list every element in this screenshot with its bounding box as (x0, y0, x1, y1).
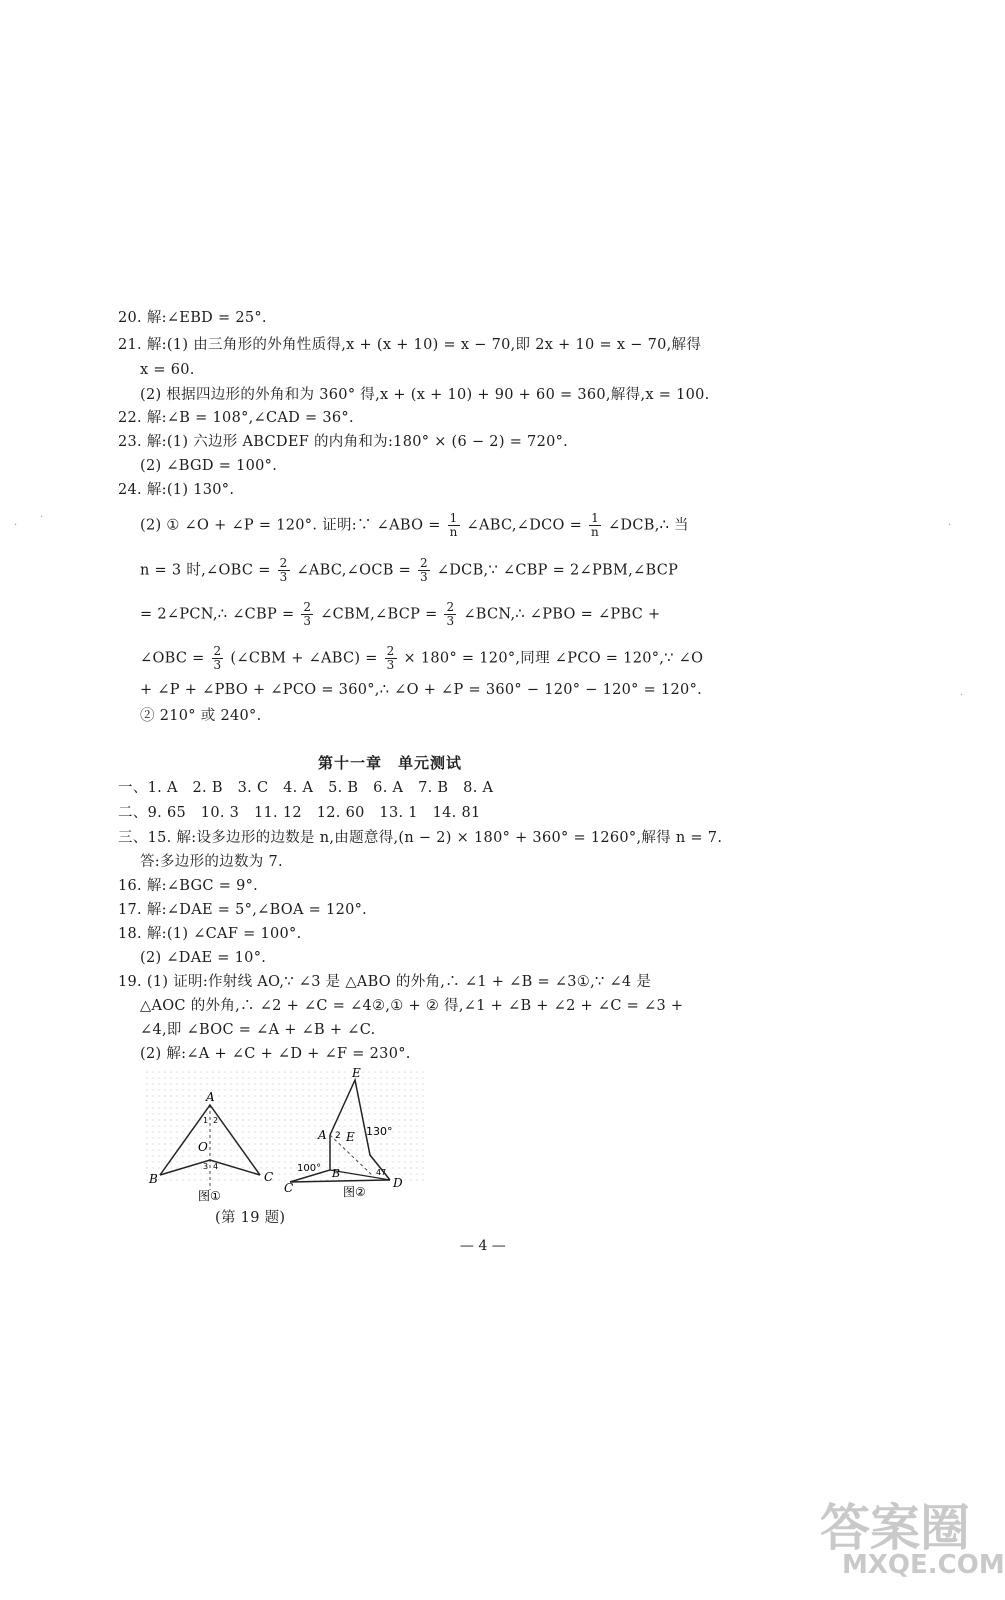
section-1-choices: 一、1. A 2. B 3. C 4. A 5. B 6. A 7. B 8. A (118, 780, 494, 796)
fraction-denominator: n (449, 525, 458, 539)
answer-24-proof-line2 (140, 557, 678, 584)
chapter-heading: 第十一章 单元测试 (318, 754, 463, 772)
scan-speck: · (14, 520, 18, 531)
fraction-numerator: 2 (446, 600, 455, 614)
text-segment: n = 3 时,∠OBC = (140, 562, 271, 579)
text-segment: ∠ABC,∠OCB = (296, 562, 412, 579)
angle-label-2: 2 (213, 1116, 219, 1125)
section-2-blanks: 二、9. 65 10. 3 11. 12 12. 60 13. 1 14. 81 (118, 805, 481, 821)
answer-15: 三、15. 解:设多边形的边数是 n,由题意得,(n − 2) × 180° + 360° = 1260°,解得 n = 7. (118, 830, 723, 846)
text-segment: ∠DCB,∴ 当 (607, 517, 689, 534)
fraction-numerator: 2 (419, 556, 428, 570)
answer-19-part2: (2) 解:∠A + ∠C + ∠D + ∠F = 230°. (140, 1046, 411, 1062)
fraction (385, 645, 397, 672)
point-label-a: A (206, 1090, 215, 1104)
scan-speck: · (40, 512, 44, 523)
answer-17: 17. 解:∠DAE = 5°,∠BOA = 120°. (118, 902, 368, 918)
answer-20: 20. 解:∠EBD = 25°. (118, 310, 267, 326)
geometry-diagrams (140, 1065, 440, 1203)
text-segment: ∠OBC = (140, 650, 205, 667)
fraction-numerator: 2 (303, 600, 312, 614)
answer-19-proof-line1: 19. (1) 证明:作射线 AO,∵ ∠3 是 △ABO 的外角,∴ ∠1 + ∠B = ∠3①,∵ ∠4 是 (118, 974, 652, 990)
answer-24-part1: 24. 解:(1) 130°. (118, 482, 235, 498)
answer-21-part2: (2) 根据四边形的外角和为 360° 得,x + (x + 10) + 90 + 60 = 360,解得,x = 100. (140, 387, 710, 403)
fraction (589, 512, 601, 539)
fraction (448, 512, 460, 539)
answer-24-proof-line5: + ∠P + ∠PBO + ∠PCO = 360°,∴ ∠O + ∠P = 360° − 120° − 120° = 120°. (140, 682, 703, 698)
fraction-denominator: 3 (303, 614, 312, 628)
answer-15-conclusion: 答:多边形的边数为 7. (140, 854, 283, 870)
text-segment: = 2∠PCN,∴ ∠CBP = (140, 606, 295, 623)
answer-19-proof-line3: ∠4,即 ∠BOC = ∠A + ∠B + ∠C. (140, 1022, 376, 1038)
scan-speck: · (948, 520, 952, 531)
angle-label-3: 3 (203, 1162, 209, 1171)
point-label-d: D (393, 1176, 403, 1190)
fraction-denominator: n (591, 525, 600, 539)
point-label-b2: B (332, 1167, 341, 1180)
text-segment: (2) ① ∠O + ∠P = 120°. 证明:∵ ∠ABO = (140, 517, 441, 534)
answer-22: 22. 解:∠B = 108°,∠CAD = 36°. (118, 410, 354, 426)
answer-24-proof-line3 (140, 601, 660, 628)
point-label-e-top: E (352, 1066, 361, 1080)
text-segment: (∠CBM + ∠ABC) = (230, 650, 378, 667)
angle-label-100: 100° (297, 1163, 322, 1174)
fraction-denominator: 3 (446, 614, 455, 628)
figure-2-label: 图② (343, 1185, 366, 1199)
text-segment: ∠ABC,∠DCO = (466, 517, 583, 534)
point-label-a2: A (318, 1128, 327, 1142)
watermark-logo: 答案圈 (820, 1499, 970, 1557)
answer-21-result: x = 60. (140, 362, 195, 378)
text-segment: × 180° = 120°,同理 ∠PCO = 120°,∵ ∠O (403, 650, 704, 667)
answer-24-part2-2: ② 210° 或 240°. (140, 708, 262, 724)
answer-18-part2: (2) ∠DAE = 10°. (140, 950, 267, 966)
text-segment: ∠DCB,∵ ∠CBP = 2∠PBM,∠BCP (436, 562, 679, 579)
answer-18-part1: 18. 解:(1) ∠CAF = 100°. (118, 926, 302, 942)
answer-24-proof-line1 (140, 512, 689, 539)
fraction (301, 601, 313, 628)
fraction-denominator: 3 (213, 658, 222, 672)
text-segment: ∠BCN,∴ ∠PBO = ∠PBC + (463, 606, 661, 623)
fraction (444, 601, 456, 628)
answer-23-part1: 23. 解:(1) 六边形 ABCDEF 的内角和为:180° × (6 − 2) = 720°. (118, 434, 569, 450)
angle-label-47: 47 (376, 1168, 387, 1177)
scan-speck: · (960, 690, 964, 701)
fraction (212, 645, 224, 672)
fraction-numerator: 2 (213, 644, 222, 658)
fraction-numerator: 1 (448, 512, 460, 526)
answer-24-proof-line4 (140, 645, 703, 672)
answer-21-part1: 21. 解:(1) 由三角形的外角性质得,x + (x + 10) = x − 70,即 2x + 10 = x − 70,解得 (118, 337, 702, 353)
fraction-numerator: 1 (589, 512, 601, 526)
question-19-figure (140, 1065, 440, 1203)
point-label-o: O (198, 1140, 208, 1154)
fraction-numerator: 2 (279, 556, 288, 570)
fraction-denominator: 3 (279, 570, 288, 584)
text-segment: ∠CBM,∠BCP = (320, 606, 438, 623)
fraction-denominator: 3 (419, 570, 428, 584)
angle-label-1: 1 (203, 1116, 209, 1125)
page-number: — 4 — (460, 1238, 506, 1254)
angle-label-2b: 2 (335, 1131, 341, 1141)
point-label-e2: E (346, 1130, 355, 1144)
point-label-c2: C (284, 1181, 294, 1195)
figure-1-label: 图① (198, 1189, 221, 1203)
fraction (418, 557, 430, 584)
fraction-numerator: 2 (386, 644, 395, 658)
point-label-b: B (149, 1172, 158, 1186)
watermark-url: MXQE.COM (842, 1550, 1005, 1580)
point-label-c: C (264, 1170, 274, 1184)
fraction-denominator: 3 (386, 658, 395, 672)
fraction (278, 557, 290, 584)
angle-label-130: 130° (366, 1125, 393, 1138)
figure-caption: (第 19 题) (215, 1210, 286, 1226)
answer-16: 16. 解:∠BGC = 9°. (118, 878, 259, 894)
angle-label-4: 4 (213, 1162, 219, 1171)
answer-19-proof-line2: △AOC 的外角,∴ ∠2 + ∠C = ∠4②,① + ② 得,∠1 + ∠B + ∠2 + ∠C = ∠3 + (140, 998, 684, 1014)
answer-23-part2: (2) ∠BGD = 100°. (140, 458, 278, 474)
